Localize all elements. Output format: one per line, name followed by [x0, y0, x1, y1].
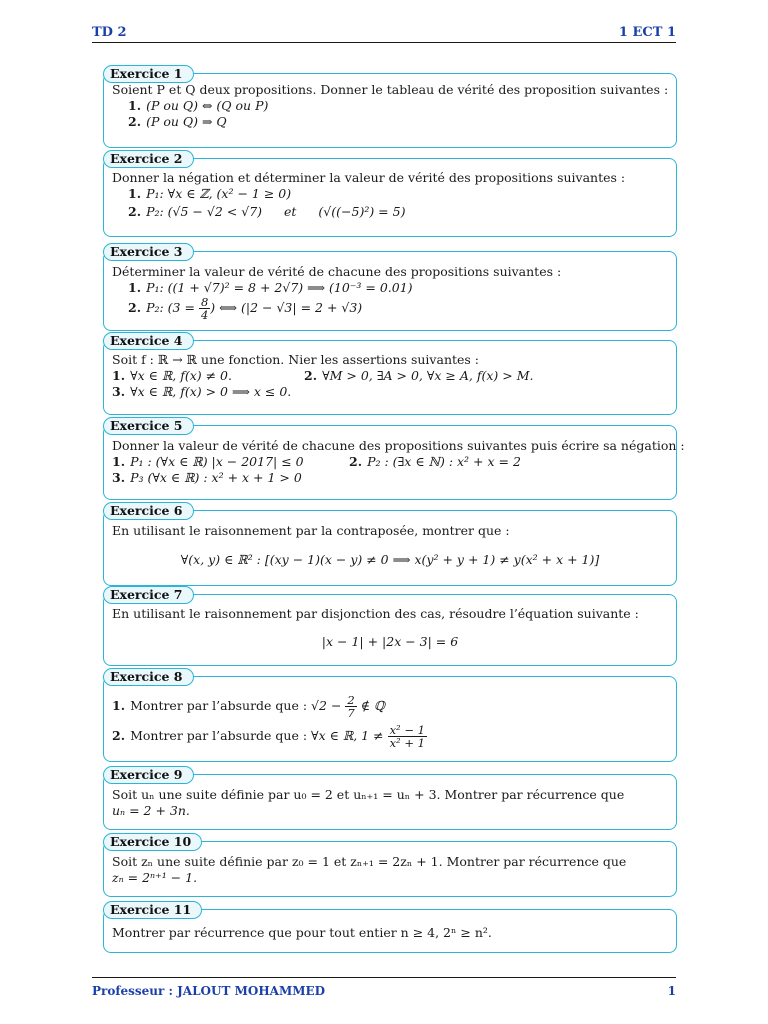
exercise-2-intro: Donner la négation et déterminer la valeur de vérité des propositions suivantes : — [112, 170, 626, 185]
exercise-4-intro: Soit f : ℝ → ℝ une fonction. Nier les assertions suivantes : — [112, 352, 480, 367]
exercise-5-row-2: 3. P₃ (∀x ∈ ℝ) : x² + x + 1 > 0 — [112, 470, 302, 485]
header-right: 1 ECT 1 — [618, 24, 676, 40]
exercise-5 — [103, 418, 685, 500]
exercise-4-row-2: 3. ∀x ∈ ℝ, f(x) > 0 ⟹ x ≤ 0. — [112, 384, 292, 399]
exercise-6 — [103, 503, 677, 586]
exercise-3 — [103, 244, 677, 331]
exercise-2-item-1: 1. P₁: ∀x ∈ ℤ, (x² − 1 ≥ 0) — [128, 186, 292, 201]
exercise-2-item-2: 2. P₂: (√5 − √2 < √7) et (√((−5)²) = 5) — [128, 204, 406, 219]
exercise-1-intro: Soient P et Q deux propositions. Donner le tableau de vérité des proposition suivantes : — [112, 82, 669, 97]
header-left: TD 2 — [92, 24, 127, 40]
exercise-8-title: Exercice 8 — [103, 668, 194, 686]
exercise-3-item-1: 1. P₁: ((1 + √7)² = 8 + 2√7) ⟹ (10⁻³ = 0.01) — [128, 280, 413, 295]
exercise-11 — [103, 902, 677, 953]
exercise-11-title: Exercice 11 — [103, 901, 202, 919]
exercise-6-formula: ∀(x, y) ∈ ℝ² : [(xy − 1)(x − y) ≠ 0 ⟹ x(y² + y + 1) ≠ y(x² + x + 1)] — [180, 552, 600, 567]
exercise-3-item-2: 2. P₂: (3 = $\frac{8}{4}$ ) ⟺ (|2 − √3| = 2 + √3) — [128, 295, 363, 322]
exercise-7 — [103, 587, 677, 666]
exercise-2 — [103, 151, 677, 237]
footer-page-number: 1 — [667, 984, 676, 998]
exercise-4-title: Exercice 4 — [103, 332, 194, 350]
exercise-4-row-1: 1. ∀x ∈ ℝ, f(x) ≠ 0. 2. ∀M > 0, ∃A > 0, ∀x ≥ A, f(x) > M. — [112, 368, 534, 383]
page-header — [92, 22, 676, 42]
exercise-9-line-2: uₙ = 2 + 3n. — [112, 803, 190, 818]
exercise-2-title: Exercice 2 — [103, 150, 194, 168]
exercise-9-line-1: Soit uₙ une suite définie par u₀ = 2 et uₙ₊₁ = uₙ + 3. Montrer par récurrence que — [112, 787, 625, 802]
exercise-1-item-2: 2. (P ou Q) ⇒ Q — [128, 114, 227, 129]
exercise-7-title: Exercice 7 — [103, 586, 194, 604]
exercise-6-intro: En utilisant le raisonnement par la contraposée, montrer que : — [112, 523, 510, 538]
header-rule — [92, 42, 676, 43]
exercise-11-line-1: Montrer par récurrence que pour tout entier n ≥ 4, 2ⁿ ≥ n². — [112, 925, 492, 940]
exercise-5-row-1: 1. P₁ : (∀x ∈ ℝ) |x − 2017| ≤ 0 2. P₂ : (∃x ∈ ℕ) : x² + x = 2 — [112, 454, 521, 469]
exercise-5-title: Exercice 5 — [103, 417, 194, 435]
footer-professor: Professeur : JALOUT MOHAMMED — [92, 984, 326, 998]
fraction-8-over-4: $\frac{8}{4}$ — [200, 295, 209, 322]
exercise-1-item-1: 1. (P ou Q) ⇔ (Q ou P) — [128, 98, 269, 113]
exercise-8-item-1: 1. Montrer par l’absurde que : √2 − $\frac{2}{7}$ ∉ ℚ — [112, 693, 385, 720]
exercise-9 — [103, 767, 677, 830]
exercise-3-title: Exercice 3 — [103, 243, 194, 261]
exercise-7-formula: |x − 1| + |2x − 3| = 6 — [321, 634, 459, 649]
exercise-3-intro: Déterminer la valeur de vérité de chacune des propositions suivantes : — [112, 264, 562, 279]
fraction-x2-minus-1-over-x2-plus-1: $\frac{\text{x² − 1}}{\text{x² + 1}}$ — [389, 723, 425, 750]
exercise-7-intro: En utilisant le raisonnement par disjonction des cas, résoudre l’équation suivante : — [112, 606, 639, 621]
exercise-8-item-2: 2. Montrer par l’absurde que : ∀x ∈ ℝ, 1 ≠ $\frac{\text{x² − 1}}{\text{x² + 1}}$ — [112, 723, 425, 750]
exercise-4 — [103, 333, 677, 415]
exercise-1 — [103, 66, 677, 148]
page-footer — [92, 982, 676, 1000]
exercise-10-line-1: Soit zₙ une suite définie par z₀ = 1 et zₙ₊₁ = 2zₙ + 1. Montrer par récurrence que — [112, 854, 627, 869]
exercise-6-title: Exercice 6 — [103, 502, 194, 520]
exercise-9-title: Exercice 9 — [103, 766, 194, 784]
footer-rule — [92, 977, 676, 978]
fraction-2-over-7: $\frac{2}{7}$ — [347, 693, 355, 720]
exercise-5-intro: Donner la valeur de vérité de chacune des propositions suivantes puis écrire sa négation : — [112, 438, 685, 453]
exercise-1-title: Exercice 1 — [103, 65, 194, 83]
exercise-10-line-2: zₙ = 2ⁿ⁺¹ − 1. — [112, 870, 198, 885]
exercise-10 — [103, 834, 677, 897]
exercise-10-title: Exercice 10 — [103, 833, 202, 851]
exercise-8 — [103, 669, 677, 762]
